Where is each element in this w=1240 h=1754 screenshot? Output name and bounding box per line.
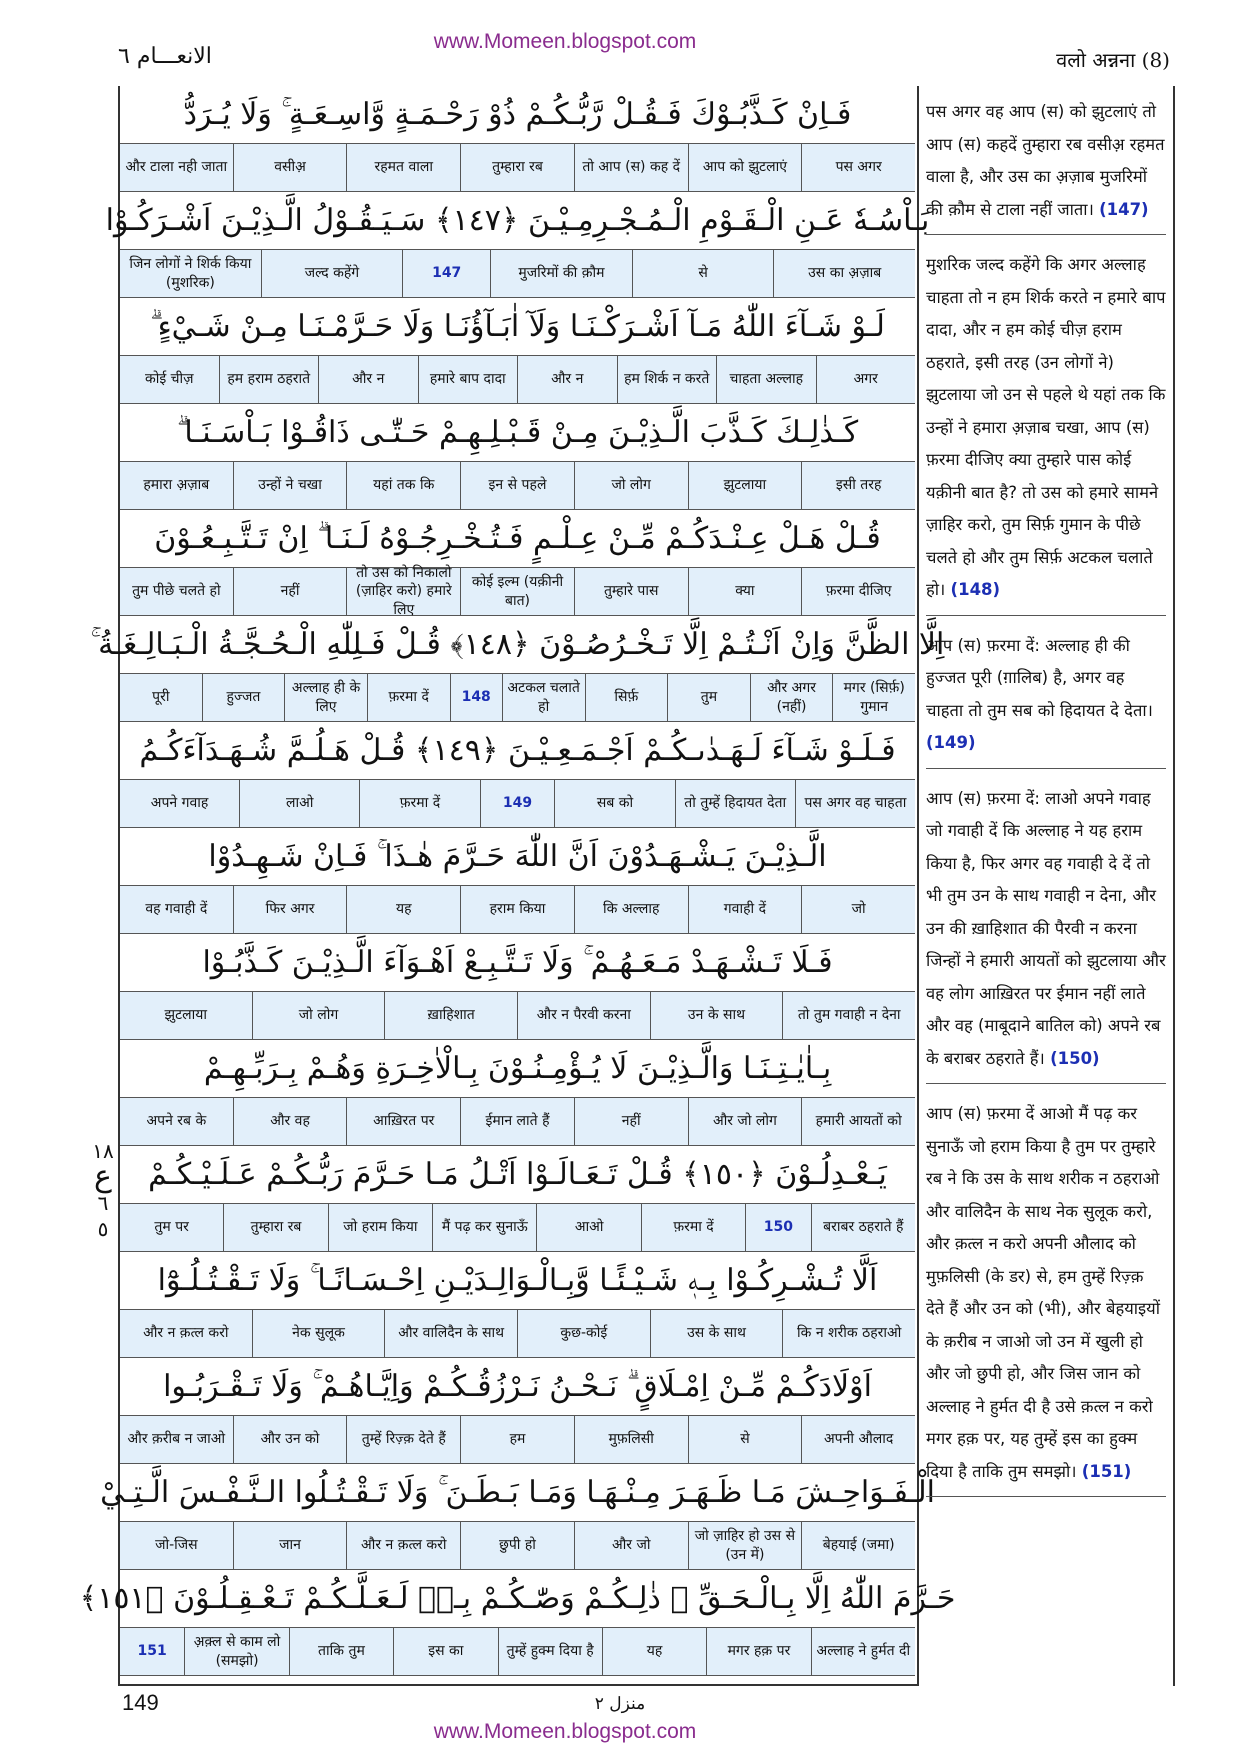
translation-text: आप (स) फ़रमा दें आओ मैं पढ़ कर सुनाऊँ जो हराम किया है तुम पर तुम्हारे रब ने कि उस के साथ शरीक न ठहराओ और वालिदैन के साथ नेक सुलूक करो, और क़त्ल न करो अपनी औलाद को मुफ़लिसी (के डर) से, हम तुम्हें रिज़्क़ देते हैं और उन को (भी), और बेहयाइयों के क़रीब न जाओ जो उन में खुली हो और जो छुपी हो, और जिस जान को अल्लाह ने हुर्मत दी है उसे क़त्ल न करो मगर हक़ पर, यह तुम्हें इस का हुक्म दिया है ताकि तुम समझो।: [926, 1104, 1161, 1481]
word-cell: नहीं: [574, 1098, 688, 1145]
word-cell: अ़क़्ल से काम लो (समझो): [184, 1628, 288, 1675]
arabic-line: فَـلَا تَـشْـهَـدْ مَـعَـهُـمْ ۚ وَلَا تَـتَّـبِـعْ اَهْـوَآءَ الَّـذِيْـنَ كَـذَّبُـوْا: [120, 934, 915, 992]
translation-paragraph: [926, 783, 1166, 1085]
verse-number: (149): [926, 733, 976, 752]
margin-mark-glyph: ٥: [97, 1217, 109, 1241]
verse-number-cell: 150: [745, 1204, 810, 1251]
word-cell: तो तुम्हें हिदायत देता: [675, 780, 795, 827]
word-cell: चाहता अल्लाह: [716, 356, 816, 403]
word-cell: जो ज़ाहिर हो उस से (उन में): [688, 1522, 802, 1569]
arabic-line: يَـعْـدِلُـوْنَ ﴿١٥٠﴾ قُـلْ تَـعَـالَـوْا اَتْـلُ مَـا حَـرَّمَ رَبُّـكُـمْ عَـلَـيْـكُـمْ: [120, 1146, 915, 1204]
verse-number: (151): [1081, 1461, 1132, 1481]
arabic-line: فَـاِنْ كَـذَّبُـوْكَ فَـقُـلْ رَّبُّـكُـمْ ذُوْ رَحْـمَـةٍ وَّاسِـعَـةٍ ۚ وَلَا يُـرَدُّ: [120, 86, 915, 144]
word-cell: कुछ-कोई: [517, 1310, 650, 1357]
word-cell: उस के साथ: [650, 1310, 783, 1357]
word-cell: पस अगर वह चाहता: [795, 780, 915, 827]
word-cell: उन्हों ने चखा: [233, 462, 347, 509]
word-cell: मगर (सिर्फ़) गुमान: [832, 674, 915, 721]
word-cell: यहां तक कि: [346, 462, 460, 509]
word-cell: तुम्हारे पास: [574, 568, 688, 615]
word-cell: हम हराम ठहराते: [219, 356, 319, 403]
word-cell: और जो लोग: [688, 1098, 802, 1145]
word-cell: फिर अगर: [233, 886, 347, 933]
word-translation-row: [120, 780, 915, 828]
translation-paragraph: [926, 630, 1166, 769]
word-cell: और टाला नही जाता: [125, 159, 228, 176]
word-cell: जिन लोगों ने शिर्क किया (मुशरिक): [129, 256, 252, 291]
word-cell: तुम पीछे चलते हो: [132, 583, 221, 600]
translation-text: आप (स) फ़रमा दें: लाओ अपने गवाह जो गवाही दें कि अल्लाह ने यह हराम किया है, फिर अगर वह गवाही दे दें तो भी तुम उन के साथ गवाही न देना, और उन की ख़ाहिशात की पैरवी न करना जिन्हों ने हमारी आयतों को झुटलाया और वह लोग आख़िरत पर ईमान नहीं लाते और वह (माबूदाने बातिल को) अपने रब के बराबर ठहराते हैं।: [926, 788, 1166, 1068]
word-cell: से: [632, 250, 774, 297]
verse-number: (150): [1050, 1048, 1100, 1068]
word-cell: फ़रमा दें: [367, 674, 450, 721]
word-translation-row: [120, 1204, 915, 1252]
word-cell: जो-जिस: [155, 1537, 198, 1554]
word-cell: इसी तरह: [801, 462, 915, 509]
word-cell: हमारी आयतों को: [801, 1098, 915, 1145]
word-cell: नेक सुलूक: [252, 1310, 385, 1357]
word-cell: छुपी हो: [460, 1522, 574, 1569]
translation-text: पस अगर वह आप (स) को झुटलाएं तो आप (स) कहदें तुम्हारा रब वसीअ़ रहमत वाला है, और उस का अ़ज़ाब मुजरिमों की क़ौम से टाला नहीं जाता।: [926, 102, 1165, 219]
word-cell: बराबर ठहराते हैं: [811, 1204, 915, 1251]
translation-paragraph: [926, 1098, 1166, 1497]
arabic-line: الَّـذِيْـنَ يَـشْـهَـدُوْنَ اَنَّ اللّٰهَ حَـرَّمَ هٰـذَا ۚ فَـاِنْ شَـهِـدُوْا: [120, 828, 915, 886]
word-cell: अपने रब के: [146, 1113, 207, 1130]
word-cell: तुम्हारा रब: [460, 144, 574, 191]
word-cell: हुज्जत: [202, 674, 285, 721]
word-cell: कि अल्लाह: [574, 886, 688, 933]
word-cell: हम: [460, 1416, 574, 1463]
word-cell: हराम किया: [460, 886, 574, 933]
word-translation-row: [120, 1416, 915, 1464]
word-translation-row: [120, 356, 915, 404]
word-cell: कि न शरीक ठहराओ: [782, 1310, 915, 1357]
word-cell: और जो: [574, 1522, 688, 1569]
word-cell: रहमत वाला: [346, 144, 460, 191]
surah-name: الانعـــام ٦: [118, 44, 212, 69]
word-cell: क्या: [688, 568, 802, 615]
ruku-margin-mark: [90, 1138, 116, 1242]
word-cell: उन के साथ: [650, 992, 783, 1039]
verse-number: (147): [1099, 199, 1149, 219]
word-translation-row: [120, 1628, 915, 1676]
word-cell: ईमान लाते हैं: [460, 1098, 574, 1145]
word-cell: कोई चीज़: [144, 371, 194, 388]
margin-mark-glyph: ١٨: [92, 1139, 114, 1163]
verse-number: (148): [950, 580, 1001, 599]
arabic-line: حَـرَّمَ اللّٰهُ اِلَّا بِـالْـحَـقِّ ۗ ذٰلِـكُـمْ وَصّٰـكُـمْ بِـهٖ لَـعَـلَّـكُـمْ تَـعْـقِـلُـوْنَ ﴿١٥١﴾: [120, 1570, 915, 1628]
word-cell: सब को: [554, 780, 674, 827]
word-cell: से: [688, 1416, 802, 1463]
word-cell: लाओ: [239, 780, 359, 827]
word-cell: और उन को: [233, 1416, 347, 1463]
word-cell: पस अगर: [801, 144, 915, 191]
arabic-line: كَـذٰلِـكَ كَـذَّبَ الَّـذِيْـنَ مِـنْ قَـبْـلِـهِـمْ حَـتّٰـى ذَاقُـوْا بَـاْسَـنَـا ۗ: [120, 404, 915, 462]
translation-paragraph: [926, 249, 1166, 616]
column-divider: [917, 86, 919, 1686]
word-cell: अगर: [816, 356, 916, 403]
word-cell: और न क़त्ल करो: [346, 1522, 460, 1569]
word-cell: आओ: [536, 1204, 640, 1251]
word-cell: जो हराम किया: [328, 1204, 432, 1251]
word-cell: तुम: [667, 674, 750, 721]
word-cell: जो लोग: [252, 992, 385, 1039]
word-cell: पूरी: [152, 689, 170, 706]
word-cell: झुटलाया: [688, 462, 802, 509]
manzil-label: منزل ٢: [594, 1694, 646, 1714]
verse-number-cell: 151: [137, 1643, 167, 1660]
translation-text: आप (स) फ़रमा दें: अल्लाह ही की हुज्जत पूरी (ग़ालिब) है, अगर वह चाहता तो तुम सब को हिदायत दे देता।: [926, 635, 1153, 720]
word-cell: और न: [517, 356, 617, 403]
word-cell: तो तुम गवाही न देना: [782, 992, 915, 1039]
word-cell: जान: [233, 1522, 347, 1569]
arabic-line: اَلَّا تُـشْـرِكُـوْا بِـهٖ شَـيْـئًـا وَّبِـالْـوَالِـدَيْـنِ اِحْـسَـانًـا ۚ وَلَا تَـقْـتُـلُـوْٓا: [120, 1252, 915, 1310]
word-cell: तुम पर: [154, 1219, 189, 1236]
word-translation-row: [120, 886, 915, 934]
word-cell: सिर्फ़: [585, 674, 668, 721]
word-translation-row: [120, 462, 915, 510]
word-cell: नहीं: [233, 568, 347, 615]
word-cell: और अगर (नहीं): [750, 674, 833, 721]
margin-mark-glyph: ٦: [97, 1191, 109, 1215]
word-cell: अल्लाह ही के लिए: [284, 674, 367, 721]
word-cell: मुजरिमों की क़ौम: [490, 250, 632, 297]
word-cell: जो: [801, 886, 915, 933]
word-cell: जल्द कहेंगे: [261, 250, 403, 297]
verse-number-cell: 148: [450, 674, 502, 721]
page-number: 149: [122, 1690, 159, 1715]
word-cell: और न क़त्ल करो: [143, 1325, 229, 1342]
word-cell: और न पैरवी करना: [517, 992, 650, 1039]
margin-mark-glyph: ع: [94, 1159, 112, 1194]
translation-text: मुशरिक जल्द कहेंगे कि अगर अल्लाह चाहता तो न हम शिर्क करते न हमारे बाप दादा, और न हम कोई चीज़ हराम ठहराते, इसी तरह (उन लोगों ने) झुटलाया जो उन से पहले थे यहां तक कि उन्हों ने हमारा अ़ज़ाब चखा, आप (स) फ़रमा दीजिए क्या तुम्हारे पास कोई यक़ीनी बात है? तो उस को हमारे सामने ज़ाहिर करो, तुम सिर्फ़ गुमान के पीछे चलते हो और तुम सिर्फ़ अटकल चलाते हो।: [926, 255, 1166, 599]
word-cell: और क़रीब न जाओ: [127, 1431, 226, 1448]
word-cell: अपनी औलाद: [801, 1416, 915, 1463]
arabic-line: فَـلَـوْ شَـآءَ لَـهَـدٰىـكُـمْ اَجْـمَـعِـيْـنَ ﴿١٤٩﴾ قُـلْ هَـلُـمَّ شُـهَـدَآءَكُـمُ: [120, 722, 915, 780]
word-cell: बेहयाई (जमा): [801, 1522, 915, 1569]
word-translation-row: [120, 1098, 915, 1146]
word-cell: अपने गवाह: [150, 795, 209, 812]
word-cell: और न: [318, 356, 418, 403]
arabic-line: اِلَّا الظَّنَّ وَاِنْ اَنْـتُـمْ اِلَّا تَـخْـرُصُـوْنَ ﴿١٤٨﴾ قُـلْ فَـلِلّٰهِ الْـحُـجَّـةُ الْـبَـالِـغَـةُ ۚ: [120, 616, 915, 674]
arabic-line: بِـاٰيٰـتِـنَـا وَالَّـذِيْـنَ لَا يُـؤْمِـنُـوْنَ بِـالْاٰخِـرَةِ وَهُـمْ بِـرَبِّـهِـمْ: [120, 1040, 915, 1098]
site-url-top: www.Momeen.blogspot.com: [433, 30, 697, 53]
word-cell: वह गवाही दें: [145, 901, 208, 918]
word-translation-row: [120, 1310, 915, 1358]
word-cell: ख़ाहिशात: [384, 992, 517, 1039]
word-cell: और वालिदैन के साथ: [384, 1310, 517, 1357]
translation-paragraph: [926, 96, 1166, 235]
word-cell: वसीअ़: [233, 144, 347, 191]
word-cell: मगर हक़ पर: [706, 1628, 810, 1675]
word-cell: तुम्हारा रब: [223, 1204, 327, 1251]
word-cell: झुटलाया: [164, 1007, 208, 1024]
word-cell: यह: [346, 886, 460, 933]
frame-bottom-border: [120, 1684, 917, 1686]
arabic-line: اَوْلَادَكُـمْ مِّـنْ اِمْـلَاقٍ ۗ نَـحْـنُ نَـرْزُقُـكُـمْ وَاِيَّـاهُـمْ ۚ وَلَا تَـقْـرَبُـوا: [120, 1358, 915, 1416]
word-cell: हमारे बाप दादा: [418, 356, 518, 403]
word-cell: और वह: [233, 1098, 347, 1145]
word-cell: तो उस को निकालो (ज़ाहिर करो) हमारे लिए: [346, 568, 460, 615]
word-cell: आप को झुटलाएं: [688, 144, 802, 191]
word-cell: हमारा अ़ज़ाब: [143, 477, 210, 494]
translation-column: [926, 96, 1166, 1511]
word-translation-row: [120, 144, 915, 192]
word-cell: मुफ़लिसी: [574, 1416, 688, 1463]
word-cell: कोई इल्म (यक़ीनी बात): [460, 568, 574, 615]
arabic-line: لَـوْ شَـآءَ اللّٰهُ مَـآ اَشْـرَكْـنَـا وَلَآ اٰبَـآؤُنَـا وَلَا حَـرَّمْـنَـا مِـنْ شَـيْءٍ ۗ: [120, 298, 915, 356]
word-translation-row: [120, 674, 915, 722]
word-cell: यह: [602, 1628, 706, 1675]
site-url-bottom: www.Momeen.blogspot.com: [433, 1720, 697, 1743]
word-cell: जो लोग: [574, 462, 688, 509]
word-cell: उस का अ़ज़ाब: [773, 250, 915, 297]
word-cell: इन से पहले: [460, 462, 574, 509]
verse-number-cell: 149: [480, 780, 555, 827]
arabic-line: قُـلْ هَـلْ عِـنْـدَكُـمْ مِّـنْ عِـلْـمٍ فَـتُـخْـرِجُـوْهُ لَـنَـا ۗ اِنْ تَـتَّـبِـعُـوْنَ: [120, 510, 915, 568]
word-translation-row: [120, 565, 915, 618]
word-cell: फ़रमा दें: [641, 1204, 745, 1251]
word-cell: ताकि तुम: [289, 1628, 393, 1675]
word-cell: फ़रमा दीजिए: [801, 568, 915, 615]
word-cell: गवाही दें: [688, 886, 802, 933]
word-cell: हम शिर्क न करते: [617, 356, 717, 403]
word-translation-row: [120, 250, 915, 298]
word-translation-row: [120, 1522, 915, 1570]
word-cell: आख़िरत पर: [346, 1098, 460, 1145]
arabic-line: الْـفَـوَاحِـشَ مَـا ظَـهَـرَ مِـنْـهَـا وَمَـا بَـطَـنَ ۚ وَلَا تَـقْـتُـلُوا الـنَّـفْـسَ الَّـتِـيْ: [120, 1464, 915, 1522]
word-cell: इस का: [393, 1628, 497, 1675]
word-cell: अटकल चलाते हो: [502, 674, 585, 721]
verse-number-cell: 147: [402, 250, 490, 297]
word-cell: तुम्हें रिज़्क़ देते हैं: [346, 1416, 460, 1463]
word-translation-row: [120, 992, 915, 1040]
word-cell: तुम्हें हुक्म दिया है: [498, 1628, 602, 1675]
para-name: वलो अन्नना (8): [1056, 48, 1170, 72]
word-cell: मैं पढ़ कर सुनाऊँ: [432, 1204, 536, 1251]
arabic-line: بَـاْسُـهٗ عَـنِ الْـقَـوْمِ الْـمُـجْـرِمِـيْـنَ ﴿١٤٧﴾ سَـيَـقُـوْلُ الَّـذِيْـنَ اَشْـرَكُـوْا: [120, 192, 915, 250]
word-cell: तो आप (स) कह दें: [574, 144, 688, 191]
word-cell: फ़रमा दें: [359, 780, 479, 827]
word-cell: अल्लाह ने हुर्मत दी: [811, 1628, 915, 1675]
